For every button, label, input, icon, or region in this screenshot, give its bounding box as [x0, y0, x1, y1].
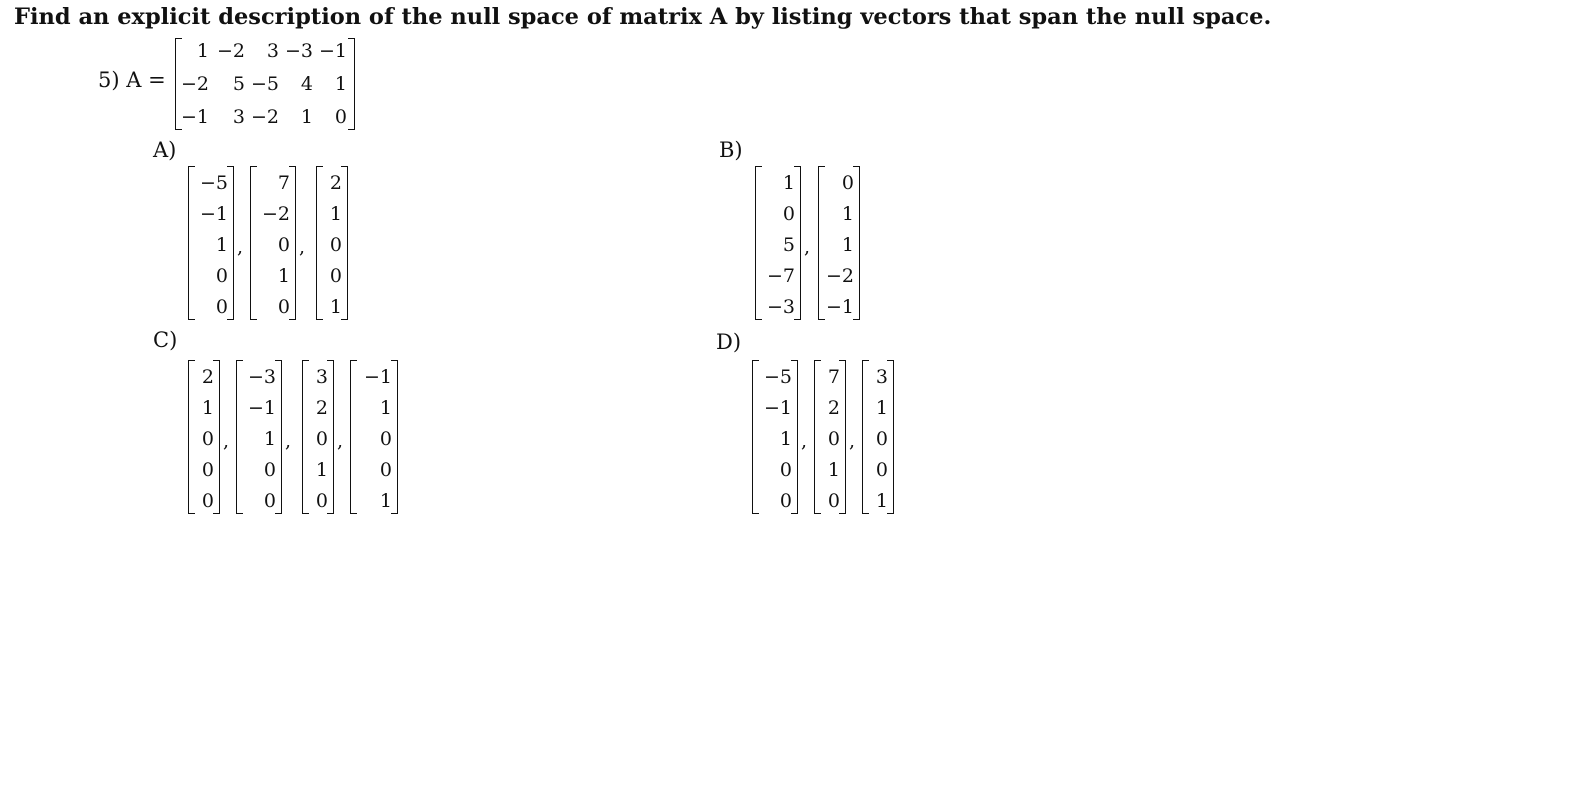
- vector-entry: 0: [782, 203, 795, 225]
- vector-entry: 7: [277, 172, 290, 194]
- vector-entry: −1: [247, 397, 276, 419]
- right-bracket: [794, 166, 801, 320]
- vector-entry: 5: [782, 234, 795, 256]
- matrix-cell: 4: [300, 73, 313, 95]
- vector-entry: −2: [825, 265, 854, 287]
- vector-entry: 1: [263, 428, 276, 450]
- right-bracket: [213, 360, 220, 514]
- left-bracket: [752, 360, 759, 514]
- vector-entry: 0: [779, 459, 792, 481]
- left-bracket: [818, 166, 825, 320]
- matrix-cell: 5: [232, 73, 245, 95]
- vector-separator: ,: [299, 236, 306, 258]
- vector-entry: −1: [825, 296, 854, 318]
- column-vector: [316, 166, 348, 320]
- right-bracket: [887, 360, 894, 514]
- vector-entry: −7: [766, 265, 795, 287]
- column-vector: [752, 360, 798, 514]
- matrix-a: [175, 38, 355, 130]
- vector-entry: 0: [827, 490, 840, 512]
- option-c-label: C): [153, 328, 178, 352]
- left-bracket: [316, 166, 323, 320]
- left-bracket: [350, 360, 357, 514]
- vector-entry: 0: [263, 490, 276, 512]
- vector-separator: ,: [337, 430, 344, 452]
- matrix-cell: 1: [300, 106, 313, 128]
- vector-entry: 0: [215, 265, 228, 287]
- vector-entry: 1: [875, 490, 888, 512]
- right-bracket: [348, 38, 355, 130]
- column-vector: [188, 166, 234, 320]
- column-vector: [755, 166, 801, 320]
- vector-entry: 0: [277, 234, 290, 256]
- vector-entry: 0: [315, 428, 328, 450]
- vector-entry: 1: [379, 397, 392, 419]
- vector-entry: −5: [763, 366, 792, 388]
- right-bracket: [327, 360, 334, 514]
- vector-entry: −3: [766, 296, 795, 318]
- vector-entry: −1: [363, 366, 392, 388]
- column-vector: [236, 360, 282, 514]
- right-bracket: [839, 360, 846, 514]
- vector-entry: −1: [199, 203, 228, 225]
- vector-entry: 1: [201, 397, 214, 419]
- matrix-cell: −2: [180, 73, 209, 95]
- option-d-label: D): [716, 330, 742, 354]
- vector-entry: 0: [215, 296, 228, 318]
- vector-entry: 0: [277, 296, 290, 318]
- matrix-cell: 1: [334, 73, 347, 95]
- column-vector: [188, 360, 220, 514]
- vector-entry: −1: [763, 397, 792, 419]
- vector-entry: 2: [315, 397, 328, 419]
- column-vector: [814, 360, 846, 514]
- vector-entry: −3: [247, 366, 276, 388]
- left-bracket: [250, 166, 257, 320]
- column-vector: [862, 360, 894, 514]
- matrix-cell: 3: [266, 40, 279, 62]
- left-bracket: [755, 166, 762, 320]
- vector-entry: 2: [329, 172, 342, 194]
- vector-separator: ,: [801, 430, 808, 452]
- vector-entry: 0: [201, 490, 214, 512]
- column-vector: [818, 166, 860, 320]
- vector-entry: 7: [827, 366, 840, 388]
- column-vector: [250, 166, 296, 320]
- vector-entry: 0: [379, 459, 392, 481]
- matrix-cell: −1: [180, 106, 209, 128]
- left-bracket: [302, 360, 309, 514]
- vector-entry: 0: [875, 428, 888, 450]
- vector-entry: 1: [875, 397, 888, 419]
- vector-entry: −2: [261, 203, 290, 225]
- vector-entry: 0: [841, 172, 854, 194]
- vector-entry: 1: [315, 459, 328, 481]
- right-bracket: [341, 166, 348, 320]
- vector-entry: 1: [841, 234, 854, 256]
- vector-entry: 0: [263, 459, 276, 481]
- vector-separator: ,: [804, 236, 811, 258]
- option-a-label: A): [153, 138, 177, 162]
- vector-entry: 1: [277, 265, 290, 287]
- vector-entry: 0: [875, 459, 888, 481]
- vector-separator: ,: [849, 430, 856, 452]
- vector-separator: ,: [223, 430, 230, 452]
- matrix-cell: 1: [196, 40, 209, 62]
- matrix-cell: 3: [232, 106, 245, 128]
- vector-entry: 3: [875, 366, 888, 388]
- left-bracket: [236, 360, 243, 514]
- matrix-cell: −1: [318, 40, 347, 62]
- vector-entry: −5: [199, 172, 228, 194]
- vector-entry: 1: [782, 172, 795, 194]
- matrix-cell: −2: [216, 40, 245, 62]
- vector-entry: 1: [215, 234, 228, 256]
- right-bracket: [289, 166, 296, 320]
- left-bracket: [188, 166, 195, 320]
- vector-entry: 1: [379, 490, 392, 512]
- instruction-text: Find an explicit description of the null space of matrix A by listing vectors that span the null space.: [14, 4, 1272, 30]
- right-bracket: [853, 166, 860, 320]
- left-bracket: [862, 360, 869, 514]
- vector-entry: 0: [201, 459, 214, 481]
- vector-entry: 2: [827, 397, 840, 419]
- vector-separator: ,: [237, 236, 244, 258]
- vector-entry: 1: [329, 296, 342, 318]
- option-b-label: B): [719, 138, 743, 162]
- vector-entry: 1: [827, 459, 840, 481]
- vector-entry: 0: [379, 428, 392, 450]
- right-bracket: [391, 360, 398, 514]
- vector-entry: 0: [329, 234, 342, 256]
- right-bracket: [791, 360, 798, 514]
- matrix-cell: −5: [250, 73, 279, 95]
- right-bracket: [227, 166, 234, 320]
- matrix-cell: 0: [334, 106, 347, 128]
- left-bracket: [814, 360, 821, 514]
- vector-entry: 3: [315, 366, 328, 388]
- vector-entry: 0: [201, 428, 214, 450]
- vector-entry: 0: [779, 490, 792, 512]
- vector-separator: ,: [285, 430, 292, 452]
- column-vector: [302, 360, 334, 514]
- vector-entry: 1: [841, 203, 854, 225]
- question-label: 5) A =: [98, 68, 166, 92]
- vector-entry: 1: [779, 428, 792, 450]
- left-bracket: [188, 360, 195, 514]
- vector-entry: 1: [329, 203, 342, 225]
- column-vector: [350, 360, 398, 514]
- vector-entry: 0: [827, 428, 840, 450]
- matrix-cell: −2: [250, 106, 279, 128]
- matrix-cell: −3: [284, 40, 313, 62]
- vector-entry: 0: [315, 490, 328, 512]
- right-bracket: [275, 360, 282, 514]
- vector-entry: 2: [201, 366, 214, 388]
- vector-entry: 0: [329, 265, 342, 287]
